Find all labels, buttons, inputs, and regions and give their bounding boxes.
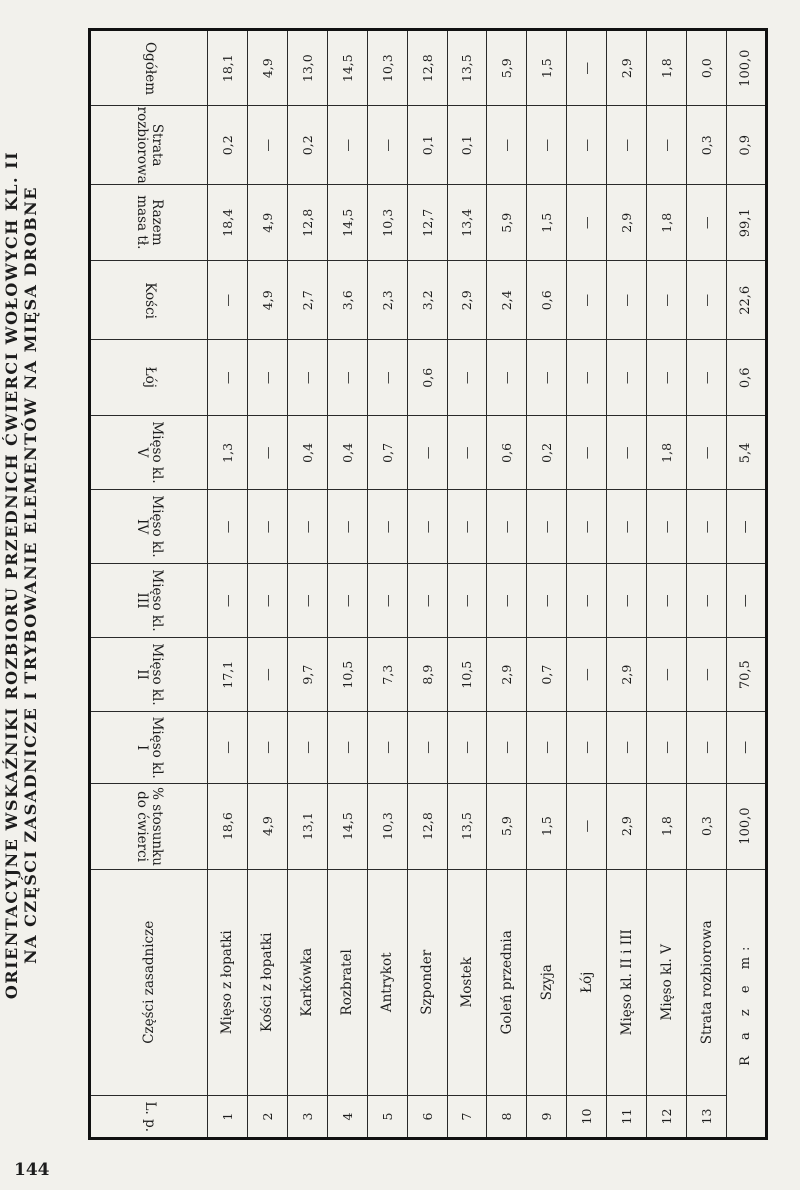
table-row bbox=[607, 30, 647, 1139]
cell-name: Mostek bbox=[447, 869, 487, 1096]
cell-strata: — bbox=[647, 106, 687, 185]
cell-strata: — bbox=[487, 106, 527, 185]
cell-k3: — bbox=[607, 564, 647, 638]
cell-k5: 1,3 bbox=[208, 416, 248, 490]
cell-strata: 0,1 bbox=[407, 106, 447, 185]
rotated-page bbox=[2, 0, 792, 1150]
cell-razem: 2,9 bbox=[607, 185, 647, 261]
cell-lp: 13 bbox=[687, 1096, 727, 1139]
cell-razem: 10,3 bbox=[367, 185, 407, 261]
total-k4: — bbox=[726, 490, 766, 564]
cell-k1: — bbox=[567, 712, 607, 784]
cell-strata: — bbox=[367, 106, 407, 185]
total-k5: 5,4 bbox=[726, 416, 766, 490]
cell-lp: 11 bbox=[607, 1096, 647, 1139]
cell-razem: 1,8 bbox=[647, 185, 687, 261]
cell-k3: — bbox=[208, 564, 248, 638]
cell-strata: — bbox=[247, 106, 287, 185]
cell-razem: 14,5 bbox=[327, 185, 367, 261]
cell-k4: — bbox=[447, 490, 487, 564]
cell-razem: — bbox=[567, 185, 607, 261]
total-k1: — bbox=[726, 712, 766, 784]
cell-k5: — bbox=[687, 416, 727, 490]
cell-kosci: 2,3 bbox=[367, 261, 407, 340]
cell-loj: — bbox=[367, 340, 407, 416]
cell-k1: — bbox=[327, 712, 367, 784]
total-kosci: 22,6 bbox=[726, 261, 766, 340]
cell-lp: 12 bbox=[647, 1096, 687, 1139]
cell-razem: 1,5 bbox=[527, 185, 567, 261]
cell-k5: 0,4 bbox=[327, 416, 367, 490]
cell-k3: — bbox=[567, 564, 607, 638]
cell-kosci: — bbox=[567, 261, 607, 340]
cell-pct: 13,1 bbox=[287, 783, 327, 869]
cell-pct: 1,8 bbox=[647, 783, 687, 869]
cell-k1: — bbox=[208, 712, 248, 784]
cell-loj: — bbox=[607, 340, 647, 416]
cell-lp: 10 bbox=[567, 1096, 607, 1139]
table-row bbox=[327, 30, 367, 1139]
cell-k3: — bbox=[647, 564, 687, 638]
cell-name: Karkówka bbox=[287, 869, 327, 1096]
cell-ogolem: 13,5 bbox=[447, 30, 487, 106]
cell-k4: — bbox=[367, 490, 407, 564]
cell-k3: — bbox=[407, 564, 447, 638]
cell-name: Antrykot bbox=[367, 869, 407, 1096]
cell-razem: 12,7 bbox=[407, 185, 447, 261]
cell-ogolem: 4,9 bbox=[247, 30, 287, 106]
cell-k5: 0,7 bbox=[367, 416, 407, 490]
cell-pct: 0,3 bbox=[687, 783, 727, 869]
table-row bbox=[367, 30, 407, 1139]
table-row bbox=[208, 30, 248, 1139]
header-kosci: Kości bbox=[90, 261, 208, 340]
total-k3: — bbox=[726, 564, 766, 638]
cell-kosci: 2,4 bbox=[487, 261, 527, 340]
cell-k5: 1,8 bbox=[647, 416, 687, 490]
cell-ogolem: 5,9 bbox=[487, 30, 527, 106]
table-row bbox=[527, 30, 567, 1139]
cell-name: Mięso z łopatki bbox=[208, 869, 248, 1096]
cell-kosci: 3,2 bbox=[407, 261, 447, 340]
header-k3: Mięso kl. III bbox=[90, 564, 208, 638]
cell-kosci: 0,6 bbox=[527, 261, 567, 340]
table-title bbox=[2, 0, 40, 1150]
cell-pct: 12,8 bbox=[407, 783, 447, 869]
cell-strata: — bbox=[327, 106, 367, 185]
cell-strata: — bbox=[567, 106, 607, 185]
cell-loj: — bbox=[208, 340, 248, 416]
cell-razem: 4,9 bbox=[247, 185, 287, 261]
cell-k1: — bbox=[647, 712, 687, 784]
data-table bbox=[88, 28, 768, 1140]
table-body bbox=[208, 30, 767, 1139]
cell-name: Goleń przednia bbox=[487, 869, 527, 1096]
cell-loj: — bbox=[487, 340, 527, 416]
cell-lp: 3 bbox=[287, 1096, 327, 1139]
header-k5: Mięso kl. V bbox=[90, 416, 208, 490]
header-k1: Mięso kl. I bbox=[90, 712, 208, 784]
cell-name: Szponder bbox=[407, 869, 447, 1096]
cell-k2: — bbox=[567, 638, 607, 712]
cell-k4: — bbox=[527, 490, 567, 564]
cell-name: Łój bbox=[567, 869, 607, 1096]
cell-kosci: 4,9 bbox=[247, 261, 287, 340]
cell-k2: 8,9 bbox=[407, 638, 447, 712]
cell-k4: — bbox=[567, 490, 607, 564]
cell-name: Szyja bbox=[527, 869, 567, 1096]
cell-lp: 7 bbox=[447, 1096, 487, 1139]
cell-strata: — bbox=[607, 106, 647, 185]
table-row bbox=[447, 30, 487, 1139]
cell-lp: 2 bbox=[247, 1096, 287, 1139]
total-strata: 0,9 bbox=[726, 106, 766, 185]
cell-pct: — bbox=[567, 783, 607, 869]
cell-loj: — bbox=[527, 340, 567, 416]
cell-k2: 10,5 bbox=[447, 638, 487, 712]
cell-k5: — bbox=[567, 416, 607, 490]
cell-k2: 17,1 bbox=[208, 638, 248, 712]
cell-pct: 14,5 bbox=[327, 783, 367, 869]
cell-ogolem: 10,3 bbox=[367, 30, 407, 106]
cell-pct: 5,9 bbox=[487, 783, 527, 869]
cell-k3: — bbox=[447, 564, 487, 638]
cell-k5: — bbox=[407, 416, 447, 490]
cell-kosci: — bbox=[208, 261, 248, 340]
cell-k1: — bbox=[607, 712, 647, 784]
cell-loj: 0,6 bbox=[407, 340, 447, 416]
cell-razem: 12,8 bbox=[287, 185, 327, 261]
cell-ogolem: 18,1 bbox=[208, 30, 248, 106]
total-label: R a z e m: bbox=[726, 869, 766, 1138]
cell-k3: — bbox=[687, 564, 727, 638]
cell-razem: 5,9 bbox=[487, 185, 527, 261]
cell-k5: 0,4 bbox=[287, 416, 327, 490]
cell-k4: — bbox=[247, 490, 287, 564]
cell-k1: — bbox=[407, 712, 447, 784]
cell-loj: — bbox=[687, 340, 727, 416]
cell-ogolem: — bbox=[567, 30, 607, 106]
cell-k2: 7,3 bbox=[367, 638, 407, 712]
cell-lp: 6 bbox=[407, 1096, 447, 1139]
cell-k1: — bbox=[247, 712, 287, 784]
header-ogolem: Ogółem bbox=[90, 30, 208, 106]
cell-ogolem: 12,8 bbox=[407, 30, 447, 106]
cell-name: Mięso kl. V bbox=[647, 869, 687, 1096]
cell-loj: — bbox=[447, 340, 487, 416]
cell-pct: 4,9 bbox=[247, 783, 287, 869]
cell-name: Mięso kl. II i III bbox=[607, 869, 647, 1096]
cell-ogolem: 0,0 bbox=[687, 30, 727, 106]
cell-pct: 18,6 bbox=[208, 783, 248, 869]
header-czesci: Części zasadnicze bbox=[90, 869, 208, 1096]
cell-k2: 2,9 bbox=[607, 638, 647, 712]
title-line-1: ORIENTACYJNE WSKAŹNIKI ROZBIORU PRZEDNICH ĆWIERCI WOŁOWYCH KL. II bbox=[2, 150, 21, 1000]
cell-k3: — bbox=[247, 564, 287, 638]
cell-k4: — bbox=[487, 490, 527, 564]
cell-razem: 18,4 bbox=[208, 185, 248, 261]
total-pct: 100,0 bbox=[726, 783, 766, 869]
cell-k4: — bbox=[287, 490, 327, 564]
table-row bbox=[287, 30, 327, 1139]
cell-razem: 13,4 bbox=[447, 185, 487, 261]
cell-kosci: 2,7 bbox=[287, 261, 327, 340]
cell-pct: 2,9 bbox=[607, 783, 647, 869]
table-row bbox=[407, 30, 447, 1139]
cell-strata: 0,3 bbox=[687, 106, 727, 185]
header-lp: L. p. bbox=[90, 1096, 208, 1139]
cell-lp: 5 bbox=[367, 1096, 407, 1139]
cell-loj: — bbox=[287, 340, 327, 416]
cell-k2: 10,5 bbox=[327, 638, 367, 712]
cell-k4: — bbox=[407, 490, 447, 564]
cell-k2: — bbox=[247, 638, 287, 712]
cell-ogolem: 1,5 bbox=[527, 30, 567, 106]
cell-k1: — bbox=[687, 712, 727, 784]
cell-lp: 4 bbox=[327, 1096, 367, 1139]
cell-loj: — bbox=[247, 340, 287, 416]
table-row bbox=[487, 30, 527, 1139]
cell-lp: 1 bbox=[208, 1096, 248, 1139]
cell-kosci: — bbox=[607, 261, 647, 340]
title-line-2: NA CZĘŚCI ZASADNICZE I TRYBOWANIE ELEMENTÓW NA MIĘSA DROBNE bbox=[21, 186, 40, 965]
cell-lp: 9 bbox=[527, 1096, 567, 1139]
cell-strata: — bbox=[527, 106, 567, 185]
cell-k5: 0,6 bbox=[487, 416, 527, 490]
cell-k4: — bbox=[607, 490, 647, 564]
cell-pct: 10,3 bbox=[367, 783, 407, 869]
total-ogolem: 100,0 bbox=[726, 30, 766, 106]
table-row bbox=[567, 30, 607, 1139]
cell-k5: — bbox=[447, 416, 487, 490]
cell-k2: 9,7 bbox=[287, 638, 327, 712]
cell-k3: — bbox=[287, 564, 327, 638]
total-row bbox=[726, 30, 766, 1139]
cell-k5: — bbox=[247, 416, 287, 490]
cell-k1: — bbox=[487, 712, 527, 784]
cell-kosci: — bbox=[687, 261, 727, 340]
header-loj: Łój bbox=[90, 340, 208, 416]
cell-pct: 13,5 bbox=[447, 783, 487, 869]
total-k2: 70,5 bbox=[726, 638, 766, 712]
cell-strata: 0,1 bbox=[447, 106, 487, 185]
cell-lp: 8 bbox=[487, 1096, 527, 1139]
cell-k3: — bbox=[327, 564, 367, 638]
cell-k3: — bbox=[367, 564, 407, 638]
cell-k1: — bbox=[527, 712, 567, 784]
header-razem: Razem masa tł. bbox=[90, 185, 208, 261]
cell-k3: — bbox=[527, 564, 567, 638]
cell-k1: — bbox=[287, 712, 327, 784]
table-row bbox=[687, 30, 727, 1139]
header-strata: Strata rozbiorowa bbox=[90, 106, 208, 185]
cell-k2: 0,7 bbox=[527, 638, 567, 712]
header-k4: Mięso kl. IV bbox=[90, 490, 208, 564]
cell-ogolem: 1,8 bbox=[647, 30, 687, 106]
cell-ogolem: 13,0 bbox=[287, 30, 327, 106]
cell-loj: — bbox=[327, 340, 367, 416]
total-loj: 0,6 bbox=[726, 340, 766, 416]
cell-k4: — bbox=[327, 490, 367, 564]
cell-loj: — bbox=[567, 340, 607, 416]
cell-razem: — bbox=[687, 185, 727, 261]
cell-ogolem: 14,5 bbox=[327, 30, 367, 106]
cell-k4: — bbox=[208, 490, 248, 564]
header-k2: Mięso kl. II bbox=[90, 638, 208, 712]
table-row bbox=[647, 30, 687, 1139]
cell-k4: — bbox=[687, 490, 727, 564]
cell-ogolem: 2,9 bbox=[607, 30, 647, 106]
cell-pct: 1,5 bbox=[527, 783, 567, 869]
cell-name: Rozbratel bbox=[327, 869, 367, 1096]
cell-k5: — bbox=[607, 416, 647, 490]
table-row bbox=[247, 30, 287, 1139]
cell-k5: 0,2 bbox=[527, 416, 567, 490]
cell-kosci: 2,9 bbox=[447, 261, 487, 340]
cell-k4: — bbox=[647, 490, 687, 564]
cell-strata: 0,2 bbox=[208, 106, 248, 185]
cell-k2: — bbox=[647, 638, 687, 712]
cell-strata: 0,2 bbox=[287, 106, 327, 185]
cell-kosci: — bbox=[647, 261, 687, 340]
page-number: 144 bbox=[14, 1160, 50, 1180]
cell-kosci: 3,6 bbox=[327, 261, 367, 340]
cell-k3: — bbox=[487, 564, 527, 638]
cell-k2: — bbox=[687, 638, 727, 712]
cell-name: Kości z łopatki bbox=[247, 869, 287, 1096]
cell-k1: — bbox=[447, 712, 487, 784]
cell-name: Strata rozbiorowa bbox=[687, 869, 727, 1096]
cell-k1: — bbox=[367, 712, 407, 784]
cell-loj: — bbox=[647, 340, 687, 416]
header-pct: % stosunku do ćwierci bbox=[90, 783, 208, 869]
header-row bbox=[90, 30, 208, 1139]
total-razem: 99,1 bbox=[726, 185, 766, 261]
cell-k2: 2,9 bbox=[487, 638, 527, 712]
